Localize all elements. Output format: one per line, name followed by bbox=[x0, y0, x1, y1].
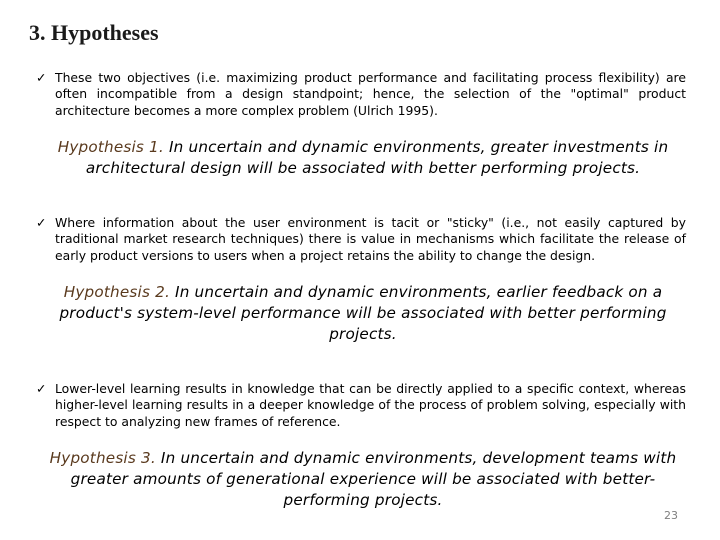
checkmark-icon: ✓ bbox=[36, 215, 47, 230]
checkmark-icon: ✓ bbox=[36, 381, 47, 396]
hypothesis-2 bbox=[30, 282, 696, 345]
hypothesis-label: Hypothesis 1. bbox=[57, 138, 164, 156]
bullet-text: Lower-level learning results in knowledge that can be directly applied to a specific context, whereas higher-level learning results in a deeper knowledge of the process of problem solving, especially with respect to analyzing new frames of reference. bbox=[55, 381, 686, 429]
bullet-text: Where information about the user environment is tacit or "sticky" (i.e., not easily captured by traditional market research techniques) there is value in mechanisms which facilitate the release of early product versions to users when a project retains the ability to change the design. bbox=[55, 215, 686, 263]
bullet-item bbox=[36, 70, 686, 119]
bullet-text: These two objectives (i.e. maximizing product performance and facilitating process flexibility) are often incompatible from a design standpoint; hence, the selection of the "optimal" product architecture becomes a more complex problem (Ulrich 1995). bbox=[55, 70, 686, 118]
hypothesis-text: In uncertain and dynamic environments, development teams with greater amounts of generational experience will be associated with better-performing projects. bbox=[70, 449, 677, 509]
bullet-item bbox=[36, 215, 686, 264]
hypothesis-label: Hypothesis 2. bbox=[63, 283, 170, 301]
hypothesis-text: In uncertain and dynamic environments, greater investments in architectural design will be associated with better performing projects. bbox=[85, 138, 669, 177]
page-number: 23 bbox=[664, 509, 678, 522]
checkmark-icon: ✓ bbox=[36, 70, 47, 85]
hypothesis-1 bbox=[30, 137, 696, 179]
slide-title: 3. Hypotheses bbox=[29, 20, 159, 45]
bullet-item bbox=[36, 381, 686, 430]
hypothesis-3 bbox=[30, 448, 696, 511]
hypothesis-text: In uncertain and dynamic environments, earlier feedback on a product's system-level performance will be associated with better performing projects. bbox=[59, 283, 667, 343]
hypothesis-label: Hypothesis 3. bbox=[49, 449, 156, 467]
